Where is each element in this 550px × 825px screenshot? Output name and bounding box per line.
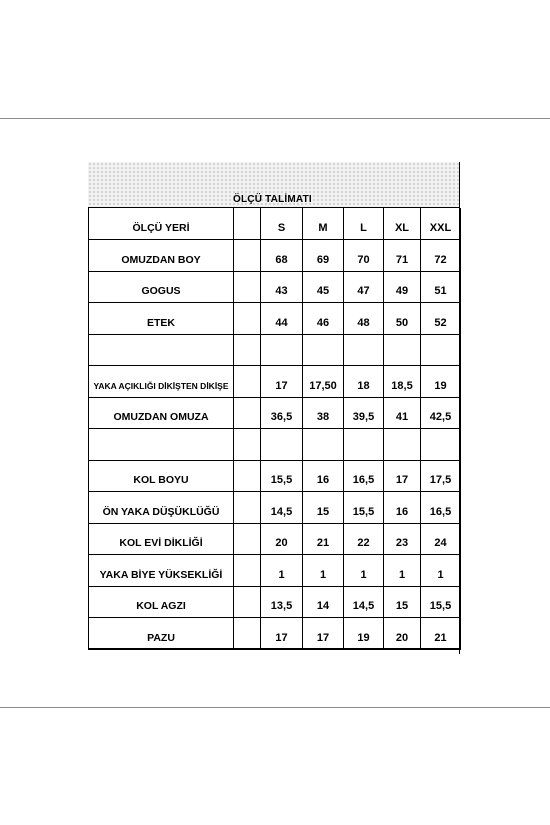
value-cell: [421, 429, 461, 461]
value-cell: 17,50: [303, 366, 344, 398]
table-row: [89, 429, 461, 461]
value-cell: 22: [344, 524, 384, 555]
value-cell: 16,5: [421, 492, 461, 524]
measurement-label-cell: OMUZDAN BOY: [89, 240, 234, 272]
measurement-header-cell: ÖLÇÜ YERİ: [89, 208, 234, 240]
spacer-cell: [234, 587, 261, 618]
value-cell: 44: [261, 303, 303, 335]
value-cell: 46: [303, 303, 344, 335]
measurement-label-cell: KOL BOYU: [89, 461, 234, 492]
value-cell: 70: [344, 240, 384, 272]
measurement-label-cell: [89, 429, 234, 461]
value-cell: [303, 335, 344, 366]
value-cell: 15,5: [344, 492, 384, 524]
value-cell: 14,5: [261, 492, 303, 524]
value-cell: 36,5: [261, 398, 303, 429]
value-cell: 1: [261, 555, 303, 587]
table-row: [89, 272, 461, 303]
header-row: [89, 208, 461, 240]
value-cell: 50: [384, 303, 421, 335]
size-header-cell: M: [303, 208, 344, 240]
spacer-cell: [234, 303, 261, 335]
spacer-cell: [234, 461, 261, 492]
value-cell: 20: [261, 524, 303, 555]
value-cell: 16,5: [344, 461, 384, 492]
value-cell: 21: [303, 524, 344, 555]
value-cell: 19: [344, 618, 384, 650]
value-cell: 16: [303, 461, 344, 492]
value-cell: 21: [421, 618, 461, 650]
value-cell: 38: [303, 398, 344, 429]
measurement-label-cell: ETEK: [89, 303, 234, 335]
value-cell: [384, 429, 421, 461]
value-cell: 14: [303, 587, 344, 618]
value-cell: 1: [344, 555, 384, 587]
value-cell: 45: [303, 272, 344, 303]
value-cell: 69: [303, 240, 344, 272]
table-row: [89, 618, 461, 650]
table-row: [89, 303, 461, 335]
value-cell: 17,5: [421, 461, 461, 492]
spacer-cell: [234, 208, 261, 240]
measurement-label-cell: OMUZDAN OMUZA: [89, 398, 234, 429]
value-cell: 18: [344, 366, 384, 398]
measurement-label-cell: GOGUS: [89, 272, 234, 303]
value-cell: 17: [384, 461, 421, 492]
value-cell: [344, 335, 384, 366]
measurement-label-cell: ÖN YAKA DÜŞÜKLÜĞÜ: [89, 492, 234, 524]
value-cell: 13,5: [261, 587, 303, 618]
value-cell: 39,5: [344, 398, 384, 429]
value-cell: [261, 429, 303, 461]
value-cell: 23: [384, 524, 421, 555]
value-cell: 72: [421, 240, 461, 272]
spacer-cell: [234, 492, 261, 524]
table-row: [89, 555, 461, 587]
chart-title: ÖLÇÜ TALİMATI: [233, 194, 312, 205]
table-bottom-line: [88, 648, 460, 649]
value-cell: 1: [303, 555, 344, 587]
value-cell: 17: [303, 618, 344, 650]
value-cell: 1: [384, 555, 421, 587]
value-cell: [303, 429, 344, 461]
table-row: [89, 335, 461, 366]
value-cell: 1: [421, 555, 461, 587]
table-row: [89, 366, 461, 398]
value-cell: 20: [384, 618, 421, 650]
table-row: [89, 398, 461, 429]
size-header-cell: L: [344, 208, 384, 240]
value-cell: 51: [421, 272, 461, 303]
size-header-cell: S: [261, 208, 303, 240]
value-cell: 71: [384, 240, 421, 272]
value-cell: 68: [261, 240, 303, 272]
value-cell: 47: [344, 272, 384, 303]
value-cell: [421, 335, 461, 366]
value-cell: 15: [303, 492, 344, 524]
value-cell: 16: [384, 492, 421, 524]
spacer-cell: [234, 272, 261, 303]
table-row: [89, 461, 461, 492]
spacer-cell: [234, 524, 261, 555]
value-cell: 15,5: [261, 461, 303, 492]
title-band: [88, 162, 459, 208]
value-cell: 42,5: [421, 398, 461, 429]
measurement-label-cell: KOL EVİ DİKLİĞİ: [89, 524, 234, 555]
value-cell: 41: [384, 398, 421, 429]
spacer-cell: [234, 366, 261, 398]
spacer-cell: [234, 335, 261, 366]
value-cell: [384, 335, 421, 366]
size-table: [88, 208, 461, 650]
size-header-cell: XXL: [421, 208, 461, 240]
value-cell: 52: [421, 303, 461, 335]
value-cell: 17: [261, 618, 303, 650]
value-cell: 18,5: [384, 366, 421, 398]
measurement-label-cell: YAKA BİYE YÜKSEKLİĞİ: [89, 555, 234, 587]
value-cell: 48: [344, 303, 384, 335]
size-chart-sheet: [88, 162, 460, 654]
spacer-cell: [234, 618, 261, 650]
measurement-label-cell: [89, 335, 234, 366]
table-row: [89, 240, 461, 272]
value-cell: 24: [421, 524, 461, 555]
spacer-cell: [234, 429, 261, 461]
value-cell: 15,5: [421, 587, 461, 618]
table-row: [89, 524, 461, 555]
value-cell: [344, 429, 384, 461]
measurement-label-cell: PAZU: [89, 618, 234, 650]
value-cell: 17: [261, 366, 303, 398]
table-row: [89, 492, 461, 524]
measurement-label-cell: YAKA AÇIKLIĞI DİKİŞTEN DİKİŞE: [89, 366, 234, 398]
table-row: [89, 587, 461, 618]
measurement-label-cell: KOL AGZI: [89, 587, 234, 618]
size-header-cell: XL: [384, 208, 421, 240]
value-cell: 15: [384, 587, 421, 618]
spacer-cell: [234, 555, 261, 587]
value-cell: 49: [384, 272, 421, 303]
value-cell: 43: [261, 272, 303, 303]
value-cell: 14,5: [344, 587, 384, 618]
value-cell: 19: [421, 366, 461, 398]
spacer-cell: [234, 240, 261, 272]
spacer-cell: [234, 398, 261, 429]
value-cell: [261, 335, 303, 366]
